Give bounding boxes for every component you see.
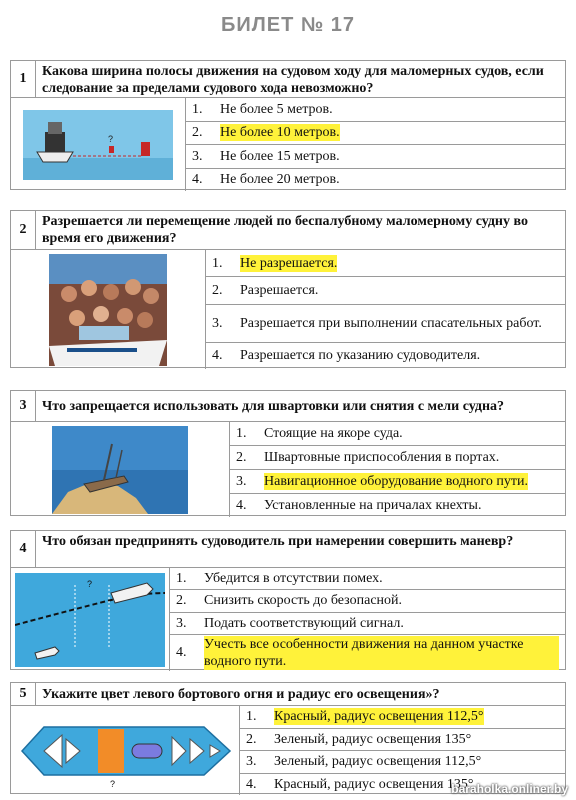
answer-option-3[interactable]: 3. Зеленый, радиус освещения 112,5° <box>240 751 565 774</box>
answer-option-2[interactable]: 2. Не более 10 метров. <box>186 122 565 146</box>
answer-text: Стоящие на якоре суда. <box>264 426 403 441</box>
answer-text: Не более 5 метров. <box>220 101 333 117</box>
crowded-boat-photo <box>49 254 167 366</box>
question-4 <box>10 530 566 670</box>
answer-option-2[interactable]: 2. Швартовные приспособления в портах. <box>230 446 565 470</box>
question-text: Укажите цвет левого бортового огня и радиус его освещения»? <box>42 686 440 702</box>
answer-text: Красный, радиус освещения 135° <box>274 776 474 792</box>
answer-option-4[interactable]: 4. Учесть все особенности движения на данном участке водного пути. <box>170 635 565 671</box>
answer-text: Швартовные приспособления в портах. <box>264 450 500 465</box>
answer-option-4[interactable]: 4. Установленные на причалах кнехты. <box>236 498 482 513</box>
answer-list <box>206 250 565 369</box>
question-number: 4 <box>11 531 36 567</box>
answer-option-4[interactable]: 4. Красный, радиус освещения 135° <box>246 776 474 792</box>
question-5 <box>10 682 566 794</box>
answer-option-3[interactable]: 3. Навигационное оборудование водного пути. <box>230 470 565 494</box>
answer-list <box>170 568 565 671</box>
question-3-image <box>11 422 230 517</box>
question-2 <box>10 210 566 368</box>
answer-option-4[interactable]: 4. Разрешается по указанию судоводителя. <box>212 348 481 364</box>
maneuver-diagram <box>15 573 165 667</box>
question-5-image <box>11 706 240 795</box>
answer-option-1[interactable]: 1. Убедится в отсутствии помех. <box>170 568 565 590</box>
answer-text-correct: Навигационное оборудование водного пути. <box>264 474 528 489</box>
answer-option-1[interactable]: 1. Не разрешается. <box>206 250 565 277</box>
answer-text-correct: Учесть все особенности движения на данном участке водного пути. <box>204 636 559 670</box>
answer-list <box>186 98 565 191</box>
question-1 <box>10 60 566 190</box>
answer-text-correct: Красный, радиус освещения 112,5° <box>274 709 484 725</box>
picture-question-mark: ? <box>108 133 114 144</box>
vessel-lights-diagram <box>14 709 236 793</box>
answer-text: Установленные на причалах кнехты. <box>264 498 482 513</box>
answer-text: Не более 20 метров. <box>220 172 340 188</box>
watermark: baraholka.onliner.by <box>451 782 568 796</box>
answer-text-correct: Не разрешается. <box>240 255 338 271</box>
answer-text: Зеленый, радиус освещения 112,5° <box>274 754 482 770</box>
question-number: 3 <box>11 391 36 421</box>
answer-text-correct: Не более 10 метров. <box>220 125 340 141</box>
question-text: Что обязан предпринять судоводитель при намерении совершить маневр? <box>42 534 514 549</box>
answer-option-2[interactable]: 2. Разрешается. <box>206 277 565 304</box>
fairway-boat-image <box>23 110 173 180</box>
picture-question-mark: ? <box>87 578 93 589</box>
question-text: Какова ширина полосы движения на судовом ходу для маломерных судов, если следование за пределами судового хода невозможно? <box>42 64 544 96</box>
question-number: 5 <box>11 683 36 705</box>
picture-question-mark: ? <box>110 778 116 789</box>
answer-option-3[interactable]: 3. Не более 15 метров. <box>186 145 565 169</box>
stranded-ship-photo <box>52 426 188 514</box>
question-number: 1 <box>11 61 36 97</box>
answer-list <box>230 422 565 517</box>
answer-text: Подать соответствующий сигнал. <box>204 615 404 631</box>
answer-option-1[interactable]: 1. Красный, радиус освещения 112,5° <box>240 706 565 729</box>
answer-text: Не более 15 метров. <box>220 148 340 164</box>
answer-text: Разрешается по указанию судоводителя. <box>240 348 481 364</box>
answer-text: Снизить скорость до безопасной. <box>204 593 403 609</box>
answer-text: Зеленый, радиус освещения 135° <box>274 731 472 747</box>
question-3 <box>10 390 566 516</box>
answer-option-1[interactable]: 1. Стоящие на якоре суда. <box>230 422 565 446</box>
answer-option-3[interactable]: 3. Разрешается при выполнении спасательных работ. <box>206 305 565 343</box>
answer-option-4[interactable]: 4. Не более 20 метров. <box>192 172 340 188</box>
question-2-image <box>11 250 206 369</box>
question-1-image <box>11 98 186 191</box>
answer-text: Убедится в отсутствии помех. <box>204 571 383 587</box>
answer-text: Разрешается. <box>240 283 319 299</box>
answer-option-2[interactable]: 2. Зеленый, радиус освещения 135° <box>240 729 565 752</box>
answer-option-3[interactable]: 3. Подать соответствующий сигнал. <box>170 613 565 635</box>
question-4-image <box>11 568 170 671</box>
question-number: 2 <box>11 211 36 249</box>
question-text: Что запрещается использовать для швартовки или снятия с мели судна? <box>42 398 505 414</box>
answer-option-1[interactable]: 1. Не более 5 метров. <box>186 98 565 122</box>
answer-option-2[interactable]: 2. Снизить скорость до безопасной. <box>170 590 565 612</box>
answer-text: Разрешается при выполнении спасательных работ. <box>240 315 542 331</box>
question-text: Разрешается ли перемещение людей по беспалубному маломерному судну во время его движения? <box>42 214 528 246</box>
ticket-title: БИЛЕТ № 17 <box>221 14 355 36</box>
